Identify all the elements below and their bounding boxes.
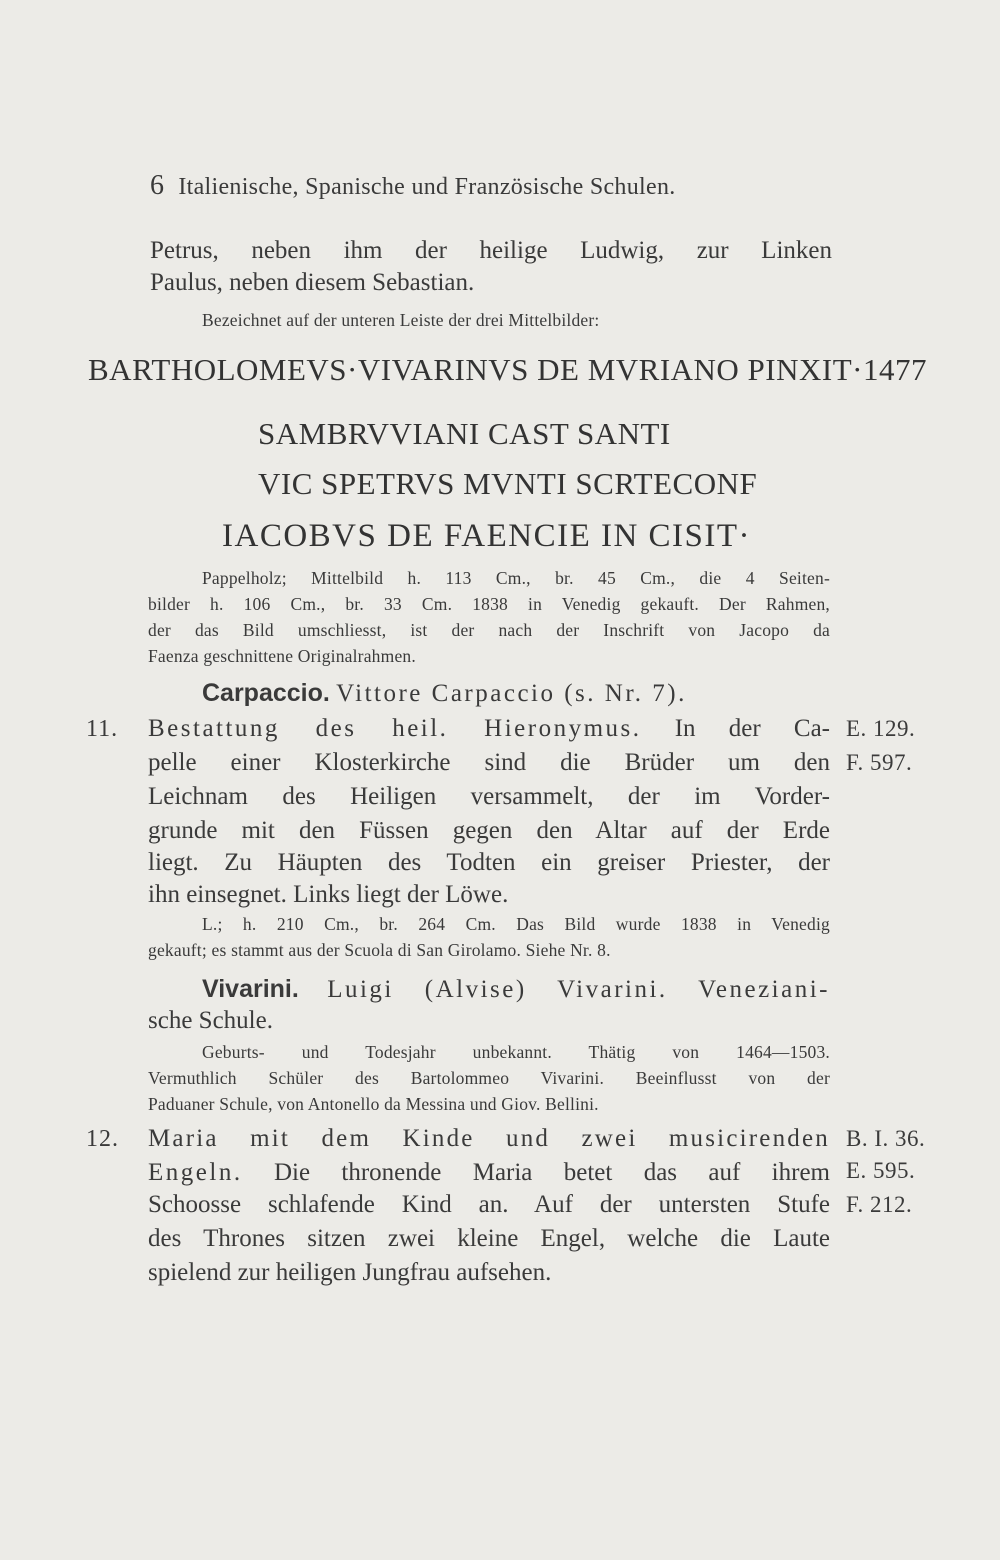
header-title: Italienische, Spanische und Französische Schulen. xyxy=(178,174,676,200)
inscription-line-3: VIC SPETRVS MVNTI SCRTECONF xyxy=(258,466,758,501)
entry11-line-5: liegt. Zu Häupten des Todten ein greiser Priester, der xyxy=(148,849,830,876)
entry12-line-3: Schoosse schlafende Kind an. Auf der untersten Stufe xyxy=(148,1191,830,1218)
artist-details: Vittore Carpaccio (s. Nr. 7). xyxy=(336,680,687,707)
painting-note-line-1: Pappelholz; Mittelbild h. 113 Cm., br. 45 Cm., die 4 Seiten- xyxy=(202,568,830,588)
catalogue-ref: F. 597. xyxy=(846,750,913,775)
painting-note-line-2: bilder h. 106 Cm., br. 33 Cm. 1838 in Venedig gekauft. Der Rahmen, xyxy=(148,594,830,614)
entry-title: Engeln. xyxy=(148,1159,243,1186)
catalogue-ref: F. 212. xyxy=(846,1192,913,1217)
catalogue-ref: E. 595. xyxy=(846,1158,916,1183)
entry12-line-1: Maria mit dem Kinde und zwei musicirenden xyxy=(148,1125,830,1152)
painting-note-line-3: der das Bild umschliesst, ist der nach der Inschrift von Jacopo da xyxy=(148,620,830,640)
entry11-line-4: grunde mit den Füssen gegen den Altar auf der Erde xyxy=(148,817,830,844)
entry12-line-5: spielend zur heiligen Jungfrau aufsehen. xyxy=(148,1259,552,1286)
catalogue-ref: B. I. 36. xyxy=(846,1126,926,1151)
catalogue-ref: E. 129. xyxy=(846,716,916,741)
entry11-note-line-1: L.; h. 210 Cm., br. 264 Cm. Das Bild wurde 1838 in Venedig xyxy=(202,914,830,934)
inscription-line-1: BARTHOLOMEVS·VIVARINVS DE MVRIANO PINXIT·1477 xyxy=(88,352,927,387)
entry12-line-4: des Thrones sitzen zwei kleine Engel, welche die Laute xyxy=(148,1225,830,1252)
artist-heading-carpaccio xyxy=(202,676,687,711)
running-header xyxy=(150,170,676,202)
entry-text: In der Ca- xyxy=(674,715,830,742)
inscription-note: Bezeichnet auf der unteren Leiste der drei Mittelbilder: xyxy=(202,310,600,330)
page-number: 6 xyxy=(150,170,165,201)
entry12-line-2 xyxy=(148,1156,830,1190)
intro-line-2: Paulus, neben diesem Sebastian. xyxy=(150,269,475,296)
entry11-line-3: Leichnam des Heiligen versammelt, der im Vorder- xyxy=(148,783,830,810)
vivarini-note-line-2: Vermuthlich Schüler des Bartolommeo Vivarini. Beeinflusst von der xyxy=(148,1068,830,1088)
inscription-line-4: IACOBVS DE FAENCIE IN CISIT· xyxy=(222,518,752,554)
entry-text: Die thronende Maria betet das auf ihrem xyxy=(273,1159,830,1186)
entry-number: 12. xyxy=(86,1126,119,1152)
intro-line-1: Petrus, neben ihm der heilige Ludwig, zur Linken xyxy=(150,237,832,264)
inscription-line-2: SAMBRVVIANI CAST SANTI xyxy=(258,416,671,451)
artist-name: Vivarini. xyxy=(202,975,299,1003)
vivarini-note-line-3: Paduaner Schule, von Antonello da Messina und Giov. Bellini. xyxy=(148,1094,599,1114)
entry11-line-6: ihn einsegnet. Links liegt der Löwe. xyxy=(148,881,509,908)
vivarini-note-line-1: Geburts- und Todesjahr unbekannt. Thätig von 1464—1503. xyxy=(202,1042,830,1062)
artist-name: Carpaccio. xyxy=(202,679,330,707)
painting-note-line-4: Faenza geschnittene Originalrahmen. xyxy=(148,646,416,666)
entry-number: 11. xyxy=(86,716,119,742)
artist-details: Luigi (Alvise) Vivarini. Veneziani- xyxy=(327,976,830,1003)
artist-heading-line-2: sche Schule. xyxy=(148,1007,273,1034)
entry11-note-line-2: gekauft; es stammt aus der Scuola di San Girolamo. Siehe Nr. 8. xyxy=(148,940,611,960)
artist-heading-vivarini xyxy=(202,972,830,1007)
entry-title: Bestattung des heil. Hieronymus. xyxy=(148,715,642,742)
entry11-line-1 xyxy=(148,712,830,746)
entry11-line-2: pelle einer Klosterkirche sind die Brüder um den xyxy=(148,749,830,776)
